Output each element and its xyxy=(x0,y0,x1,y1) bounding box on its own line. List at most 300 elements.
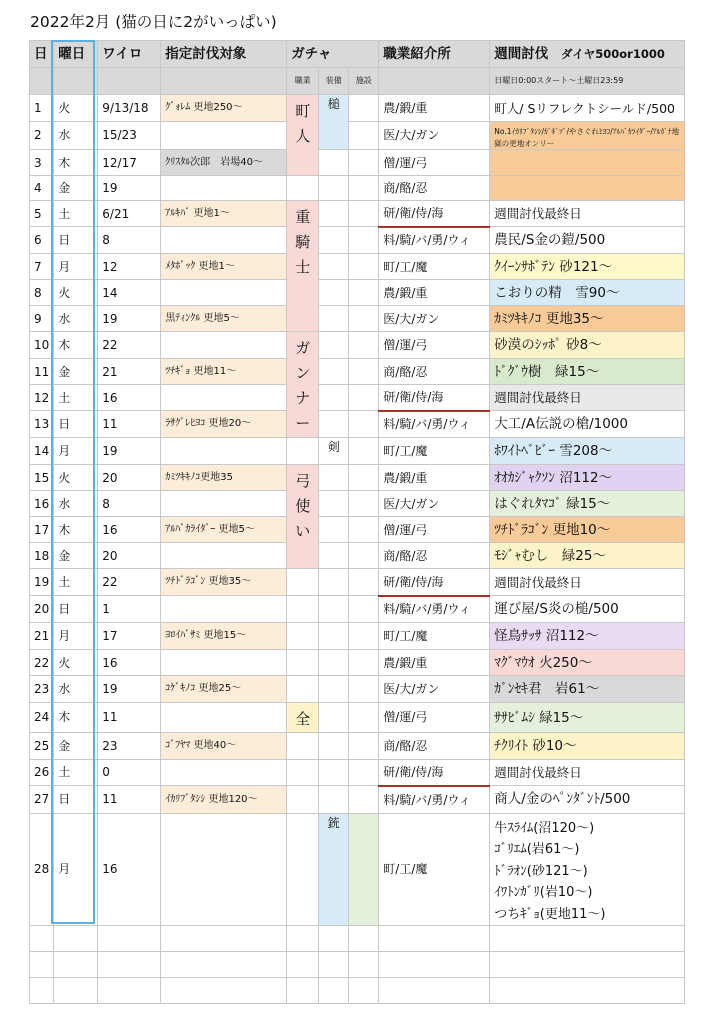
gacha-facility-cell xyxy=(349,411,379,438)
empty-cell xyxy=(98,926,161,952)
table-row xyxy=(30,332,685,359)
job-agency-cell: 農/鍛/重 xyxy=(379,650,490,676)
gacha-equip-cell xyxy=(319,385,349,411)
header-day: 日 xyxy=(30,41,54,68)
target-cell: 黒ﾃｨﾝｸﾙ 更地5～ xyxy=(161,306,287,332)
weekday-cell: 月 xyxy=(54,623,98,650)
empty-cell xyxy=(319,926,349,952)
job-agency-cell: 商/酪/忍 xyxy=(379,176,490,201)
weekday-cell: 金 xyxy=(54,359,98,385)
gacha-facility-cell xyxy=(349,517,379,543)
gacha-facility-cell xyxy=(349,95,379,122)
weekly-cell: 週間討伐最終日 xyxy=(490,569,685,596)
gacha-job-char: ナ xyxy=(295,388,311,407)
header-weekday: 曜日 xyxy=(54,41,98,68)
target-cell xyxy=(161,122,287,150)
gacha-facility-cell xyxy=(349,201,379,227)
day-cell: 13 xyxy=(30,411,54,438)
weekday-cell: 日 xyxy=(54,786,98,814)
wairo-cell: 12/17 xyxy=(98,150,161,176)
job-agency-cell: 町/工/魔 xyxy=(379,623,490,650)
weekday-cell: 水 xyxy=(54,491,98,517)
weekly-cell: ｻｻﾋﾞﾑｼ 緑15～ xyxy=(490,703,685,733)
gacha-facility-cell xyxy=(349,596,379,623)
job-agency-cell: 料/騎/バ/勇/ウィ xyxy=(379,227,490,254)
gacha-equip-cell xyxy=(319,306,349,332)
target-cell xyxy=(161,227,287,254)
target-cell xyxy=(161,596,287,623)
day-cell: 15 xyxy=(30,465,54,491)
gacha-facility-cell xyxy=(349,569,379,596)
weekday-cell: 土 xyxy=(54,385,98,411)
weekly-monster-line: ｲﾜﾄﾝｶﾞﾘ(岩10～) xyxy=(494,885,593,901)
gacha-job-cell xyxy=(287,814,319,926)
weekly-cell: ﾓｼﾞｬむし 緑25～ xyxy=(490,543,685,569)
gacha-facility-cell xyxy=(349,650,379,676)
table-row xyxy=(30,926,685,952)
table-row xyxy=(30,786,685,814)
weekday-cell: 水 xyxy=(54,306,98,332)
wairo-cell: 16 xyxy=(98,650,161,676)
weekly-cell: ｸｲｰﾝｻﾎﾞﾃﾝ 砂121～ xyxy=(490,254,685,280)
empty-cell xyxy=(379,926,490,952)
wairo-cell: 19 xyxy=(98,306,161,332)
gacha-facility-cell xyxy=(349,254,379,280)
gacha-equip-cell xyxy=(319,411,349,438)
day-cell: 19 xyxy=(30,569,54,596)
empty-cell xyxy=(161,978,287,1004)
wairo-cell: 19 xyxy=(98,676,161,703)
weekly-cell: 週間討伐最終日 xyxy=(490,201,685,227)
gacha-equip-cell xyxy=(319,596,349,623)
gacha-job-char: い xyxy=(295,521,311,540)
weekly-cell: ｵｵｶｼﾞｬｸｿﾝ 沼112～ xyxy=(490,465,685,491)
day-cell: 5 xyxy=(30,201,54,227)
table-row xyxy=(30,760,685,786)
gacha-equip-cell: 槌 xyxy=(319,95,349,150)
day-cell: 12 xyxy=(30,385,54,411)
weekly-cell: 週間討伐最終日 xyxy=(490,760,685,786)
empty-cell xyxy=(98,952,161,978)
empty-cell xyxy=(54,926,98,952)
header-weekly-reward: ダイヤ500or1000 xyxy=(560,46,665,61)
weekday-cell: 木 xyxy=(54,703,98,733)
table-row xyxy=(30,280,685,306)
day-cell: 14 xyxy=(30,438,54,465)
empty-cell xyxy=(490,978,685,1004)
job-agency-cell: 町/工/魔 xyxy=(379,814,490,926)
day-cell: 6 xyxy=(30,227,54,254)
gacha-equip-cell xyxy=(319,650,349,676)
weekly-cell: ﾂﾁﾄﾞﾗｺﾞﾝ 更地10～ xyxy=(490,517,685,543)
table-row xyxy=(30,227,685,254)
target-cell xyxy=(161,543,287,569)
weekly-cell: ﾁｸﾘｲﾄ 砂10～ xyxy=(490,733,685,760)
weekly-cell xyxy=(490,150,685,176)
gacha-job-cell xyxy=(287,650,319,676)
day-cell: 26 xyxy=(30,760,54,786)
job-agency-cell: 研/衛/侍/海 xyxy=(379,760,490,786)
weekday-cell: 月 xyxy=(54,814,98,926)
gacha-facility-cell xyxy=(349,543,379,569)
gacha-job-gunner xyxy=(287,332,319,438)
gacha-job-char: 人 xyxy=(295,126,311,145)
table-row xyxy=(30,952,685,978)
gacha-facility-cell xyxy=(349,385,379,411)
wairo-cell: 16 xyxy=(98,385,161,411)
table-row xyxy=(30,150,685,176)
gacha-job-cell xyxy=(287,438,319,465)
header-target: 指定討伐対象 xyxy=(161,41,287,68)
weekly-cell xyxy=(490,176,685,201)
gacha-job-cell xyxy=(287,623,319,650)
target-cell xyxy=(161,438,287,465)
target-cell xyxy=(161,491,287,517)
wairo-cell: 11 xyxy=(98,703,161,733)
weekly-cell: こおりの精 雪90～ xyxy=(490,280,685,306)
empty-cell xyxy=(349,978,379,1004)
empty-cell xyxy=(30,978,54,1004)
target-cell: ｱﾙｷﾊﾞ 更地1～ xyxy=(161,201,287,227)
gacha-job-char: 騎 xyxy=(295,233,311,251)
gacha-job-cell xyxy=(287,733,319,760)
target-cell: ｺﾞﾌﾔﾏ 更地40～ xyxy=(161,733,287,760)
gacha-facility-cell xyxy=(349,491,379,517)
gacha-facility-cell xyxy=(349,703,379,733)
gacha-job-char: 町 xyxy=(295,102,311,120)
gacha-job-townsman xyxy=(287,95,319,176)
empty-cell xyxy=(287,978,319,1004)
day-cell: 16 xyxy=(30,491,54,517)
weekday-cell: 火 xyxy=(54,280,98,306)
target-cell xyxy=(161,650,287,676)
gacha-facility-cell xyxy=(349,623,379,650)
gacha-equip-cell xyxy=(319,703,349,733)
header-wairo: ワイロ xyxy=(98,41,161,68)
table-row xyxy=(30,306,685,332)
wairo-cell: 8 xyxy=(98,227,161,254)
gacha-equip-cell: 銃 xyxy=(319,814,349,926)
job-agency-cell: 僧/運/弓 xyxy=(379,332,490,359)
table-row xyxy=(30,676,685,703)
weekday-cell: 火 xyxy=(54,95,98,122)
wairo-cell: 1 xyxy=(98,596,161,623)
gacha-equip-cell xyxy=(319,760,349,786)
gacha-facility-cell xyxy=(349,465,379,491)
gacha-facility-cell xyxy=(349,733,379,760)
gacha-facility-cell xyxy=(349,438,379,465)
gacha-equip-cell xyxy=(319,491,349,517)
table-row xyxy=(30,254,685,280)
wairo-cell: 12 xyxy=(98,254,161,280)
weekday-cell: 水 xyxy=(54,676,98,703)
gacha-job-cell xyxy=(287,786,319,814)
subheader-gacha-facility: 施設 xyxy=(349,68,379,95)
target-cell xyxy=(161,332,287,359)
header-job-agency: 職業紹介所 xyxy=(379,41,490,68)
weekday-cell: 金 xyxy=(54,733,98,760)
gacha-job-char: 重 xyxy=(295,208,311,227)
day-cell: 28 xyxy=(30,814,54,926)
weekly-monster-line: ﾄﾞﾗｵﾝ(砂121～) xyxy=(494,863,588,879)
gacha-equip-cell xyxy=(319,517,349,543)
table-row xyxy=(30,978,685,1004)
job-agency-cell: 研/衛/侍/海 xyxy=(379,201,490,227)
table-row xyxy=(30,814,685,926)
empty-cell xyxy=(349,926,379,952)
wairo-cell: 19 xyxy=(98,176,161,201)
gacha-job-cell xyxy=(287,760,319,786)
job-agency-cell: 農/鍛/重 xyxy=(379,95,490,122)
day-cell: 21 xyxy=(30,623,54,650)
weekly-cell: 週間討伐最終日 xyxy=(490,385,685,411)
gacha-job-cell xyxy=(287,676,319,703)
day-cell: 18 xyxy=(30,543,54,569)
weekday-cell: 月 xyxy=(54,254,98,280)
day-cell: 11 xyxy=(30,359,54,385)
target-cell: ﾗｻｸﾞﾚﾋﾖｺ 更地20～ xyxy=(161,411,287,438)
empty-cell xyxy=(379,952,490,978)
weekly-monster-line: 牛ｽﾗｲﾑ(沼120～) xyxy=(494,821,595,836)
gacha-job-char: ガ xyxy=(295,339,311,358)
gacha-job-cell xyxy=(287,569,319,596)
weekday-cell: 金 xyxy=(54,176,98,201)
gacha-facility-cell xyxy=(349,760,379,786)
weekday-cell: 月 xyxy=(54,438,98,465)
job-agency-cell: 料/騎/バ/勇/ウィ xyxy=(379,411,490,438)
day-cell: 22 xyxy=(30,650,54,676)
empty-cell xyxy=(161,952,287,978)
wairo-cell: 11 xyxy=(98,786,161,814)
weekday-cell: 土 xyxy=(54,760,98,786)
weekday-cell: 土 xyxy=(54,201,98,227)
job-agency-cell: 医/大/ガン xyxy=(379,122,490,150)
day-cell: 1 xyxy=(30,95,54,122)
wairo-cell: 22 xyxy=(98,569,161,596)
weekly-cell: 大工/A伝説の槍/1000 xyxy=(490,411,685,438)
gacha-equip-cell xyxy=(319,786,349,814)
day-cell: 8 xyxy=(30,280,54,306)
table-row xyxy=(30,95,685,122)
weekly-cell: 農民/S金の鎧/500 xyxy=(490,227,685,254)
table-row xyxy=(30,359,685,385)
subheader-gacha-equip: 装備 xyxy=(319,68,349,95)
wairo-cell: 19 xyxy=(98,438,161,465)
empty-cell xyxy=(287,952,319,978)
wairo-cell: 6/21 xyxy=(98,201,161,227)
day-cell: 2 xyxy=(30,122,54,150)
gacha-equip-cell xyxy=(319,176,349,201)
job-agency-cell: 医/大/ガン xyxy=(379,491,490,517)
weekly-cell: 怪鳥ｻｯｻ 沼112～ xyxy=(490,623,685,650)
weekly-cell: ﾏｸﾞﾏｳｵ 火250～ xyxy=(490,650,685,676)
weekday-cell: 火 xyxy=(54,465,98,491)
gacha-facility-cell xyxy=(349,122,379,150)
gacha-job-char: 弓 xyxy=(295,472,311,491)
job-agency-cell: 農/鍛/重 xyxy=(379,280,490,306)
empty-cell xyxy=(319,952,349,978)
weekly-cell: はぐれﾀﾏｺﾞ 緑15～ xyxy=(490,491,685,517)
empty-cell xyxy=(30,926,54,952)
gacha-facility-cell xyxy=(349,786,379,814)
gacha-equip-cell xyxy=(319,227,349,254)
gacha-facility-cell xyxy=(349,306,379,332)
target-cell: ﾖﾛｲﾊﾞｻﾐ 更地15～ xyxy=(161,623,287,650)
gacha-equip-cell: 剣 xyxy=(319,438,349,465)
gacha-job-cell xyxy=(287,596,319,623)
gacha-equip-cell xyxy=(319,569,349,596)
gacha-equip-cell xyxy=(319,254,349,280)
empty-cell xyxy=(490,952,685,978)
day-cell: 24 xyxy=(30,703,54,733)
empty-cell xyxy=(161,926,287,952)
gacha-facility-cell xyxy=(349,227,379,254)
gacha-facility-cell xyxy=(349,814,379,926)
weekday-cell: 土 xyxy=(54,569,98,596)
empty-cell xyxy=(30,952,54,978)
gacha-equip-cell xyxy=(319,676,349,703)
gacha-facility-cell xyxy=(349,359,379,385)
wairo-cell: 22 xyxy=(98,332,161,359)
weekday-cell: 火 xyxy=(54,650,98,676)
gacha-equip-cell xyxy=(319,332,349,359)
day-cell: 27 xyxy=(30,786,54,814)
empty-cell xyxy=(349,952,379,978)
gacha-equip-cell xyxy=(319,733,349,760)
job-agency-cell: 料/騎/バ/勇/ウィ xyxy=(379,786,490,814)
day-cell: 17 xyxy=(30,517,54,543)
gacha-job-char: 士 xyxy=(295,257,311,276)
gacha-job-archer xyxy=(287,465,319,569)
weekly-cell xyxy=(490,814,685,926)
wairo-cell: 17 xyxy=(98,623,161,650)
table-row xyxy=(30,650,685,676)
day-cell: 7 xyxy=(30,254,54,280)
table-row xyxy=(30,703,685,733)
target-cell xyxy=(161,703,287,733)
job-agency-cell: 研/衛/侍/海 xyxy=(379,569,490,596)
target-cell: ｸﾘｽﾀﾙ次郎 岩場40～ xyxy=(161,150,287,176)
subheader-gacha-job: 職業 xyxy=(287,68,319,95)
gacha-facility-cell xyxy=(349,676,379,703)
table-row xyxy=(30,411,685,438)
header-gacha: ガチャ xyxy=(287,41,379,68)
wairo-cell: 15/23 xyxy=(98,122,161,150)
empty-cell xyxy=(287,926,319,952)
target-cell xyxy=(161,760,287,786)
gacha-equip-cell xyxy=(319,623,349,650)
subheader-weekly-note: 日曜日0:00スタート～土曜日23:59 xyxy=(490,68,685,95)
wairo-cell: 8 xyxy=(98,491,161,517)
day-cell: 23 xyxy=(30,676,54,703)
gacha-facility-cell xyxy=(349,332,379,359)
table-row xyxy=(30,201,685,227)
gacha-job-cell xyxy=(287,176,319,201)
job-agency-cell: 商/酪/忍 xyxy=(379,733,490,760)
day-cell: 10 xyxy=(30,332,54,359)
day-cell: 9 xyxy=(30,306,54,332)
table-row xyxy=(30,517,685,543)
gacha-equip-cell xyxy=(319,543,349,569)
table-row xyxy=(30,623,685,650)
target-cell xyxy=(161,176,287,201)
empty-cell xyxy=(490,926,685,952)
empty-cell xyxy=(54,952,98,978)
job-agency-cell: 医/大/ガン xyxy=(379,676,490,703)
day-cell: 20 xyxy=(30,596,54,623)
wairo-cell: 9/13/18 xyxy=(98,95,161,122)
empty-cell xyxy=(319,978,349,1004)
weekly-cell: No.1ｲｶﾘﾌﾞﾀｼｼ/ｶﾞｷﾞｿﾞ/やさぐれﾋﾖｺ/ｱﾙﾊﾞｶﾗｲﾀﾞｰ/ｱﾙｶﾞﾅ地獄の更地オンリー xyxy=(490,122,685,150)
wairo-cell: 16 xyxy=(98,814,161,926)
weekday-cell: 木 xyxy=(54,517,98,543)
target-cell: ﾂﾁｷﾞｮ 更地11～ xyxy=(161,359,287,385)
wairo-cell: 11 xyxy=(98,411,161,438)
gacha-facility-cell xyxy=(349,150,379,176)
weekday-cell: 日 xyxy=(54,596,98,623)
job-agency-cell: 商/酪/忍 xyxy=(379,543,490,569)
table-row xyxy=(30,176,685,201)
gacha-job-char: 使 xyxy=(295,497,311,515)
gacha-job-heavy-knight xyxy=(287,201,319,332)
target-cell: ﾂﾁﾄﾞﾗｺﾞﾝ 更地35～ xyxy=(161,569,287,596)
weekly-cell: ｶﾞﾝｾｷ君 岩61～ xyxy=(490,676,685,703)
job-agency-cell: 料/騎/バ/勇/ウィ xyxy=(379,596,490,623)
target-cell: ｲｶﾘﾌﾞﾀｼｼ 更地120～ xyxy=(161,786,287,814)
weekly-cell: 商人/金のﾍﾟﾝﾀﾞﾝﾄ/500 xyxy=(490,786,685,814)
wairo-cell: 0 xyxy=(98,760,161,786)
wairo-cell: 21 xyxy=(98,359,161,385)
table-row xyxy=(30,543,685,569)
job-agency-cell: 研/衛/侍/海 xyxy=(379,385,490,411)
weekly-monster-line: ｺﾞﾘｴﾑ(岩61～) xyxy=(494,842,580,858)
weekly-cell: ﾄﾞｸﾞｳ樹 緑15～ xyxy=(490,359,685,385)
weekly-cell: 町人/ Sリフレクトシールド/500 xyxy=(490,95,685,122)
empty-cell xyxy=(98,978,161,1004)
job-agency-cell: 町/工/魔 xyxy=(379,438,490,465)
target-cell: ｺｹﾞｷﾉｺ 更地25～ xyxy=(161,676,287,703)
day-cell: 4 xyxy=(30,176,54,201)
wairo-cell: 20 xyxy=(98,465,161,491)
weekday-cell: 日 xyxy=(54,227,98,254)
event-calendar-table xyxy=(29,40,685,1004)
gacha-job-char: ン xyxy=(295,364,311,382)
job-agency-cell: 僧/運/弓 xyxy=(379,150,490,176)
job-agency-cell: 僧/運/弓 xyxy=(379,517,490,543)
header-weekly-label: 週間討伐 xyxy=(494,45,549,62)
gacha-equip-cell xyxy=(319,201,349,227)
weekday-cell: 金 xyxy=(54,543,98,569)
job-agency-cell: 町/工/魔 xyxy=(379,254,490,280)
gacha-job-all: 全 xyxy=(287,703,319,733)
gacha-equip-cell xyxy=(319,280,349,306)
weekday-cell: 水 xyxy=(54,122,98,150)
gacha-job-char: ー xyxy=(295,413,311,432)
job-agency-cell: 僧/運/弓 xyxy=(379,703,490,733)
gacha-equip-cell xyxy=(319,359,349,385)
job-agency-cell: 医/大/ガン xyxy=(379,306,490,332)
table-row xyxy=(30,596,685,623)
table-row xyxy=(30,733,685,760)
wairo-cell: 16 xyxy=(98,517,161,543)
table-row xyxy=(30,465,685,491)
weekday-cell: 木 xyxy=(54,150,98,176)
table-row xyxy=(30,569,685,596)
target-cell: ｱﾙﾊﾞｶﾗｲﾀﾞｰ 更地5～ xyxy=(161,517,287,543)
table-row xyxy=(30,122,685,150)
target-cell: ｸﾞｫﾚﾑ 更地250～ xyxy=(161,95,287,122)
target-cell: ﾒﾀﾎﾞｯｸ 更地1～ xyxy=(161,254,287,280)
